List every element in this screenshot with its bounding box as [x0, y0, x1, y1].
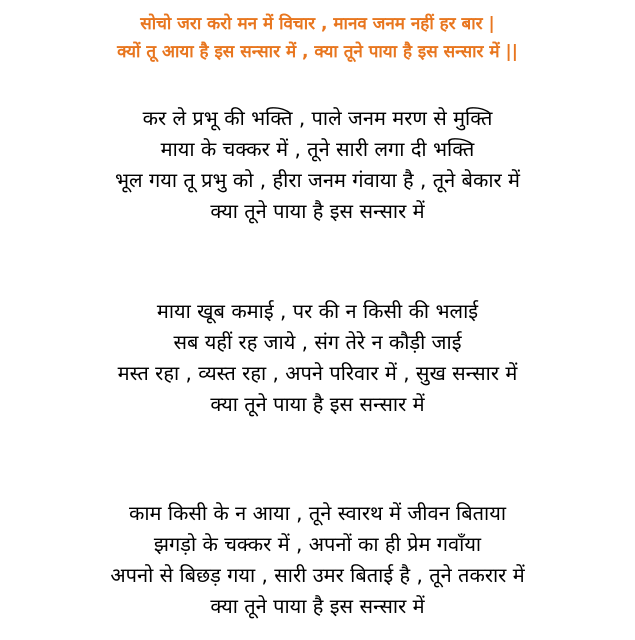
- stanza-2-line-4: क्या तूने पाया है इस सन्सार में: [210, 392, 425, 416]
- stanza-1-line-3: भूल गया तू प्रभु को , हीरा जनम गंवाया है , तूने बेकार में: [114, 168, 521, 192]
- stanza-1-line-1: कर ले प्रभू की भक्ति , पाले जनम मरण से मुक्ति: [142, 106, 493, 130]
- chorus-line-2: क्यों तू आया है इस सन्सार में , क्या तूने पाया है इस सन्सार में ||: [117, 42, 518, 62]
- chorus-line-1: सोचो जरा करो मन में विचार , मानव जनम नहीं हर बार |: [140, 14, 495, 34]
- stanza-2-line-2: सब यहीं रह जाये , संग तेरे न कौड़ी जाई: [173, 330, 462, 354]
- stanza-3-line-2: झगड़ो के चक्कर में , अपनों का ही प्रेम गवाँया: [153, 532, 482, 556]
- stanza-2-line-1: माया खूब कमाई , पर की न किसी की भलाई: [156, 299, 479, 323]
- chorus-refrain: [0, 10, 635, 66]
- stanza-1-line-4: क्या तूने पाया है इस सन्सार में: [210, 199, 425, 223]
- stanza-1: [0, 103, 635, 227]
- stanza-3: [0, 498, 635, 622]
- stanza-3-line-1: काम किसी के न आया , तूने स्वारथ में जीवन बिताया: [128, 501, 507, 525]
- stanza-3-line-4: क्या तूने पाया है इस सन्सार में: [210, 594, 425, 618]
- stanza-3-line-3: अपनो से बिछड़ गया , सारी उमर बिताई है , तूने तकरार में: [110, 563, 525, 587]
- stanza-1-line-2: माया के चक्कर में , तूने सारी लगा दी भक्ति: [160, 137, 475, 161]
- stanza-2-line-3: मस्त रहा , व्यस्त रहा , अपने परिवार में , सुख सन्सार में: [117, 361, 518, 385]
- stanza-2: [0, 296, 635, 420]
